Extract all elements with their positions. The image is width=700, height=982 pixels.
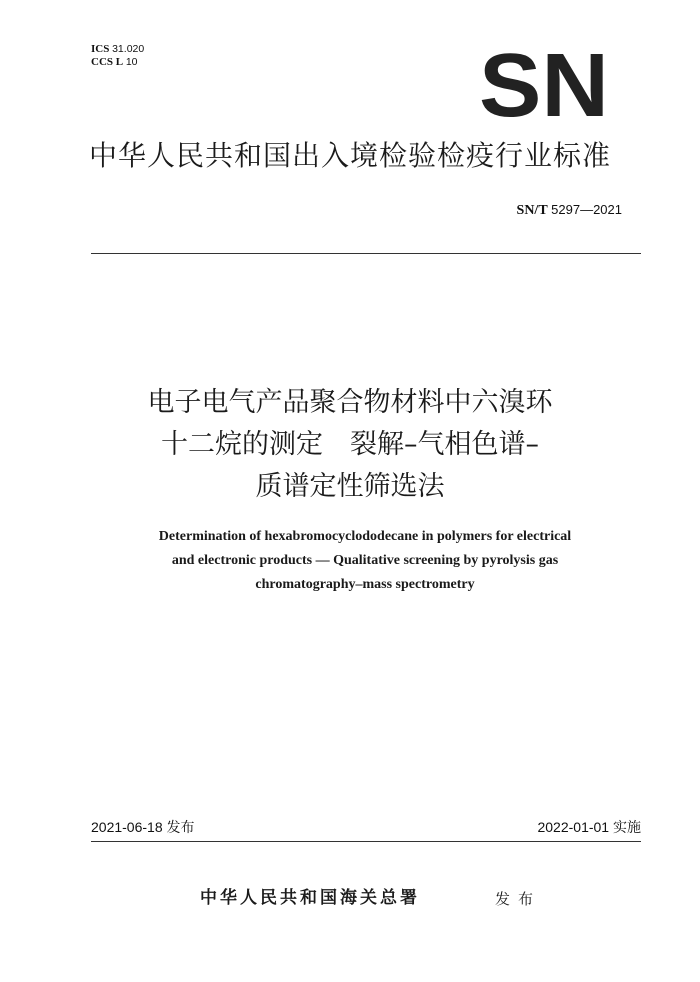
sn-logo bbox=[478, 46, 610, 118]
english-title-line-1: Determination of hexabromocyclododecane in polymers for electrical bbox=[158, 529, 572, 544]
bottom-divider bbox=[91, 841, 641, 842]
publisher-name: 中华人民共和国海关总署 bbox=[200, 888, 420, 908]
chinese-title-line-1: 电子电气产品聚合物材料中六溴环 bbox=[147, 387, 553, 418]
ics-code bbox=[91, 43, 144, 56]
release-date: 2021-06-18 发布 bbox=[91, 819, 195, 835]
chinese-title bbox=[0, 382, 700, 508]
english-title-line-3: chromatography–mass spectrometry bbox=[255, 577, 475, 592]
ics-value: 31.020 bbox=[112, 43, 145, 55]
standard-code-number: 5297—2021 bbox=[551, 202, 622, 217]
ics-label: ICS bbox=[91, 43, 110, 55]
english-title bbox=[110, 525, 620, 597]
classification-codes bbox=[91, 43, 144, 69]
chinese-title-line-3: 质谱定性筛选法 bbox=[255, 471, 445, 502]
publish-label: 发布 bbox=[495, 890, 542, 908]
ccs-code bbox=[91, 56, 144, 69]
top-divider bbox=[91, 253, 641, 254]
english-title-line-2: and electronic products — Qualitative screening by pyrolysis gas bbox=[171, 553, 559, 568]
chinese-title-line-2: 十二烷的测定 裂解–气相色谱– bbox=[161, 429, 539, 460]
ccs-label: CCS L bbox=[91, 56, 124, 68]
sn-logo-text: SN bbox=[479, 46, 609, 118]
implementation-date: 2022-01-01 实施 bbox=[537, 819, 641, 835]
standard-code-prefix: SN/T bbox=[516, 203, 548, 218]
ccs-value: 10 bbox=[125, 56, 138, 68]
standard-number bbox=[517, 201, 622, 220]
industry-standard-title: 中华人民共和国出入境检验检疫行业标准 bbox=[88, 139, 611, 172]
